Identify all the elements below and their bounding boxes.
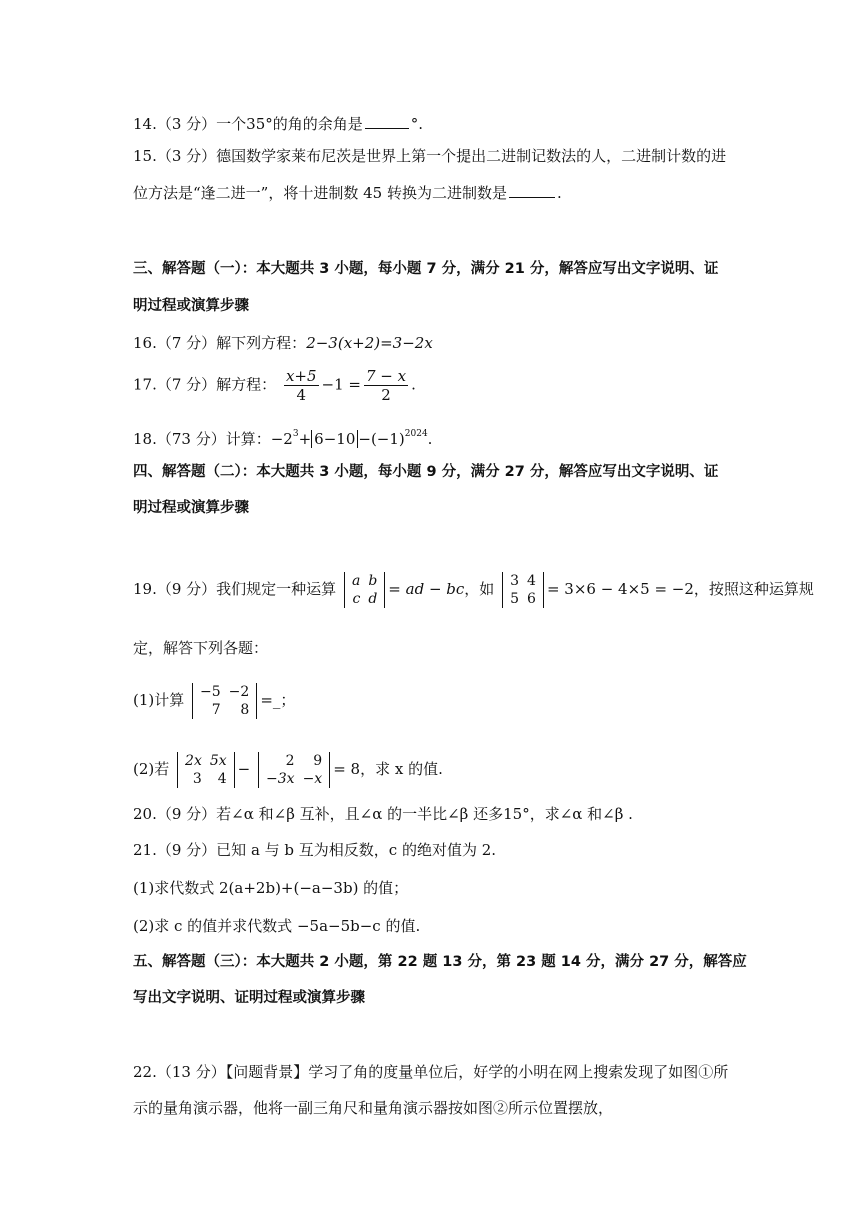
question-22-line1: [133, 1062, 728, 1082]
question-19-part2: [133, 752, 443, 788]
question-21: [133, 840, 496, 860]
det-cell: b: [368, 573, 378, 589]
equation: = 8: [333, 760, 361, 778]
expression-part: −2: [270, 430, 293, 448]
part-label: (2)若: [133, 760, 170, 778]
determinant-example: [502, 572, 544, 608]
det-cell: 6: [527, 591, 536, 607]
section-heading-text: 三、解答题（一）：本大题共 3 小题，每小题 7 分，满分 21 分，解答应写出文字说明、证: [133, 261, 719, 277]
question-19-part1: [133, 683, 295, 719]
question-18: [133, 424, 432, 449]
fraction-right: [364, 367, 408, 404]
exponent: 3: [292, 429, 299, 439]
question-score: （13 分）: [156, 1063, 226, 1081]
answer-blank: [509, 183, 555, 198]
question-text: 解方程：: [216, 375, 277, 394]
det-cell: 4: [217, 771, 227, 787]
det-cell: 3: [192, 771, 202, 787]
question-text: 我们规定一种运算: [216, 580, 337, 598]
question-text: 定，解答下列各题：: [133, 639, 269, 657]
fraction-left: [284, 367, 319, 404]
question-22-line2: [133, 1098, 613, 1118]
question-score: （9 分）: [156, 580, 217, 598]
question-17: [133, 367, 416, 404]
det-cell: d: [368, 591, 378, 607]
part-text: (2)求 c 的值并求代数式 −5a−5b−c 的值.: [133, 917, 421, 935]
absolute-value: 6−10: [311, 430, 358, 448]
numerator: x+5: [285, 367, 317, 385]
operator: −: [237, 760, 251, 778]
question-number: 22.: [133, 1063, 157, 1081]
question-number: 20.: [133, 805, 157, 823]
section-heading-text: 写出文字说明、证明过程或演算步骤: [133, 990, 365, 1006]
section-3-heading: [133, 259, 718, 279]
det-cell: −5: [200, 684, 221, 700]
question-text: 已知 a 与 b 互为相反数，c 的绝对值为 2.: [216, 841, 497, 859]
part-label: (1)计算: [133, 691, 185, 709]
question-score: （3 分）: [156, 147, 217, 165]
question-text-end: =_；: [260, 691, 296, 709]
question-19: [133, 572, 814, 608]
question-16: [133, 333, 433, 353]
question-text: 解下列方程：: [216, 334, 307, 352]
question-number: 14.: [133, 115, 157, 133]
question-number: 18.: [133, 430, 157, 448]
det-cell: −x: [302, 771, 323, 787]
question-score: （73 分）: [156, 430, 226, 448]
exponent: 2024: [404, 429, 428, 439]
question-text: 示的量角演示器，他将一副三角尺和量角演示器按如图②所示位置摆放，: [133, 1099, 614, 1117]
question-score: （7 分）: [156, 375, 217, 394]
question-text-end: .: [411, 375, 416, 394]
det-cell: 9: [313, 753, 323, 769]
det-cell: 5: [510, 591, 520, 607]
determinant-definition: [344, 572, 385, 608]
question-21-part2: [133, 916, 420, 936]
det-cell: 4: [527, 573, 536, 589]
question-score: （7 分）: [156, 334, 217, 352]
section-4-heading-cont: [133, 498, 249, 518]
det-cell: 2x: [185, 753, 202, 769]
determinant-part2-b: [258, 752, 330, 788]
question-number: 21.: [133, 841, 157, 859]
equation: 2−3(x+2)=3−2x: [306, 334, 433, 352]
det-cell: −2: [228, 684, 250, 700]
question-text-end: .: [556, 184, 562, 202]
question-text: ，按照这种运算规: [693, 580, 814, 598]
det-cell: 3: [510, 573, 520, 589]
expression-part: −(−1): [358, 430, 405, 448]
section-4-heading: [133, 462, 718, 482]
question-text-end: °.: [410, 115, 424, 133]
question-text: 【问题背景】学习了角的度量单位后，好学的小明在网上搜索发现了如图①所: [225, 1063, 729, 1081]
question-text-end: .: [427, 430, 433, 448]
expression-part: +: [298, 430, 312, 448]
equation: = ad − bc: [388, 580, 465, 598]
question-number: 17.: [133, 375, 157, 394]
question-text: ，如: [464, 580, 495, 598]
det-cell: c: [352, 591, 361, 607]
question-text-end: ，求 x 的值.: [360, 760, 443, 778]
question-21-part1: [133, 878, 408, 898]
question-score: （9 分）: [156, 841, 217, 859]
section-heading-text: 五、解答题（三）：本大题共 2 小题，第 22 题 13 分，第 23 题 14 分，满分 27 分，解答应: [133, 954, 747, 970]
equation: = 3×6 − 4×5 = −2: [546, 580, 694, 598]
question-15-line2: [133, 183, 562, 203]
det-cell: −3x: [266, 771, 295, 787]
question-text: 若∠α 和∠β 互补，且∠α 的一半比∠β 还多15°，求∠α 和∠β .: [216, 805, 633, 823]
question-text: 位方法是“逢二进一”，将十进制数 45 转换为二进制数是: [133, 184, 507, 202]
question-20: [133, 804, 633, 824]
question-text: 一个35°的角的余角是: [216, 115, 363, 133]
determinant-part1: [192, 683, 257, 719]
det-cell: 7: [211, 702, 221, 718]
answer-blank: [365, 114, 409, 129]
determinant-part2-a: [177, 752, 235, 788]
question-number: 15.: [133, 147, 157, 165]
section-3-heading-cont: [133, 296, 249, 316]
section-heading-text: 明过程或演算步骤: [133, 298, 249, 314]
question-text: 计算：: [225, 430, 271, 448]
det-cell: 8: [240, 702, 250, 718]
question-score: （9 分）: [156, 805, 217, 823]
equation-mid: −1 =: [321, 375, 361, 394]
question-15-line1: [133, 146, 726, 166]
denominator: 2: [381, 386, 391, 404]
section-5-heading-cont: [133, 988, 365, 1008]
question-number: 16.: [133, 334, 157, 352]
denominator: 4: [296, 386, 307, 404]
section-heading-text: 四、解答题（二）：本大题共 3 小题，每小题 9 分，满分 27 分，解答应写出文字说明、证: [133, 464, 719, 480]
det-cell: a: [351, 573, 361, 589]
det-cell: 2: [285, 753, 295, 769]
part-text: (1)求代数式 2(a+2b)+(−a−3b) 的值；: [133, 879, 409, 897]
question-14: [133, 114, 423, 134]
numerator: 7 − x: [366, 367, 407, 385]
question-19-line2: [133, 638, 268, 658]
section-5-heading: [133, 952, 747, 972]
section-heading-text: 明过程或演算步骤: [133, 500, 249, 516]
question-text: 德国数学家莱布尼茨是世界上第一个提出二进制记数法的人，二进制计数的进: [216, 147, 727, 165]
question-number: 19.: [133, 580, 157, 598]
question-score: （3 分）: [156, 115, 217, 133]
det-cell: 5x: [209, 753, 227, 769]
